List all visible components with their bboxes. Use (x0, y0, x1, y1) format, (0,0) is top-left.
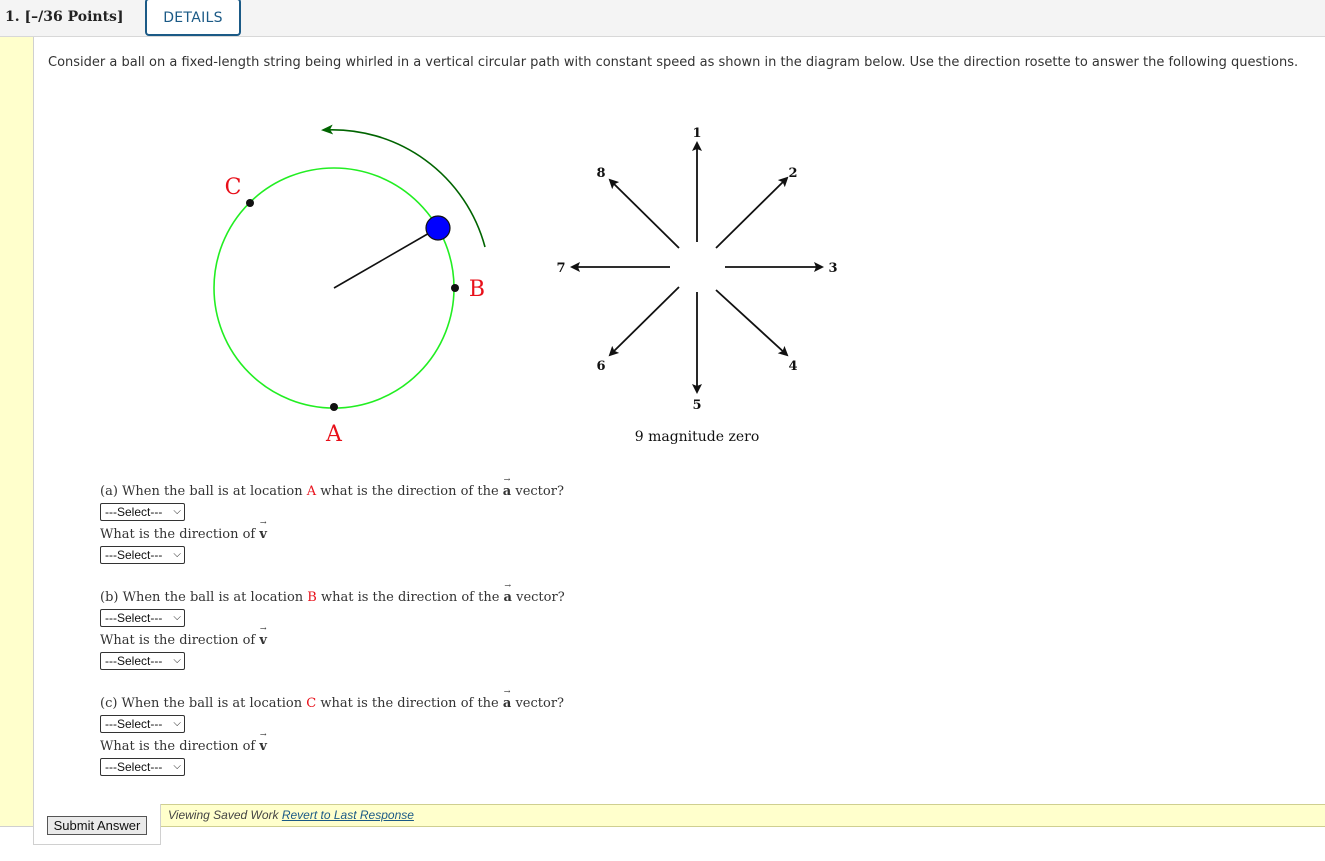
rosette-label-2: 2 (788, 166, 798, 181)
question-c-accel-select[interactable]: ---Select--- ⌵ (100, 715, 185, 733)
question-b-velocity-select[interactable]: ---Select--- ⌵ (100, 652, 185, 670)
chevron-down-icon: ⌵ (173, 612, 181, 623)
question-c-text: (c) When the ball is at location C what is the direction of the → a vector? (100, 696, 564, 711)
zero-magnitude-label: 9 magnitude zero (634, 429, 760, 445)
question-a-accel-select[interactable]: ---Select--- ⌵ (100, 503, 185, 521)
motion-direction-arrow (324, 130, 485, 247)
rosette-label-7: 7 (556, 261, 566, 276)
rosette-label-1: 1 (692, 126, 702, 141)
ball (426, 216, 450, 240)
a-vector-symbol: → a (503, 696, 511, 711)
rosette-label-5: 5 (692, 398, 702, 413)
a-vector-symbol: → a (504, 590, 512, 605)
location-c-ref: C (306, 696, 317, 711)
rosette-label-6: 6 (596, 359, 606, 374)
point-a-label: A (326, 422, 342, 447)
point-c-dot (246, 199, 254, 207)
chevron-down-icon: ⌵ (173, 718, 181, 729)
saved-work-bar (160, 804, 1325, 827)
question-b-accel-select[interactable]: ---Select--- ⌵ (100, 609, 185, 627)
a-vector-symbol: → a (503, 484, 511, 499)
point-b-dot (451, 284, 459, 292)
details-tab-label: DETAILS (163, 10, 223, 26)
v-vector-symbol: → v (259, 739, 267, 754)
rosette-arrow-4 (716, 290, 787, 355)
chevron-down-icon: ⌵ (173, 655, 181, 666)
v-vector-symbol: → v (259, 633, 267, 648)
rosette-label-3: 3 (828, 261, 838, 276)
v-vector-symbol: → v (259, 527, 267, 542)
chevron-down-icon: ⌵ (173, 506, 181, 517)
revert-link[interactable]: Revert to Last Response (281, 808, 414, 822)
point-c-label: C (224, 175, 242, 200)
location-b-ref: B (307, 590, 317, 605)
saved-work-text: Viewing Saved Work Revert to Last Response (168, 808, 414, 822)
chevron-down-icon: ⌵ (173, 761, 181, 772)
question-a-text: (a) When the ball is at location A what is the direction of the → a vector? (100, 484, 564, 499)
rosette-arrow-6 (610, 287, 679, 355)
question-c-velocity-text: What is the direction of → v (100, 739, 267, 754)
point-a-dot (330, 403, 338, 411)
string-line (334, 232, 431, 288)
question-b-velocity-text: What is the direction of → v (100, 633, 267, 648)
rosette-label-8: 8 (596, 166, 606, 181)
question-b-text: (b) When the ball is at location B what is the direction of the → a vector? (100, 590, 565, 605)
rosette-label-4: 4 (788, 359, 798, 374)
point-b-label: B (468, 277, 486, 302)
question-a-velocity-text: What is the direction of → v (100, 527, 267, 542)
rosette-arrow-2 (716, 178, 787, 248)
intro-text: Consider a ball on a fixed-length string being whirled in a vertical circular path with constant speed as shown in the diagram below. Use the direction rosette to answer the following questions. (48, 55, 1299, 70)
location-a-ref: A (306, 484, 317, 499)
question-number: 1. [–/36 Points] (5, 9, 124, 25)
submit-answer-button[interactable]: Submit Answer (47, 816, 147, 835)
direction-rosette (572, 143, 822, 392)
chevron-down-icon: ⌵ (173, 549, 181, 560)
rosette-arrow-8 (610, 180, 679, 248)
question-a-velocity-select[interactable]: ---Select--- ⌵ (100, 546, 185, 564)
question-c-velocity-select[interactable]: ---Select--- ⌵ (100, 758, 185, 776)
